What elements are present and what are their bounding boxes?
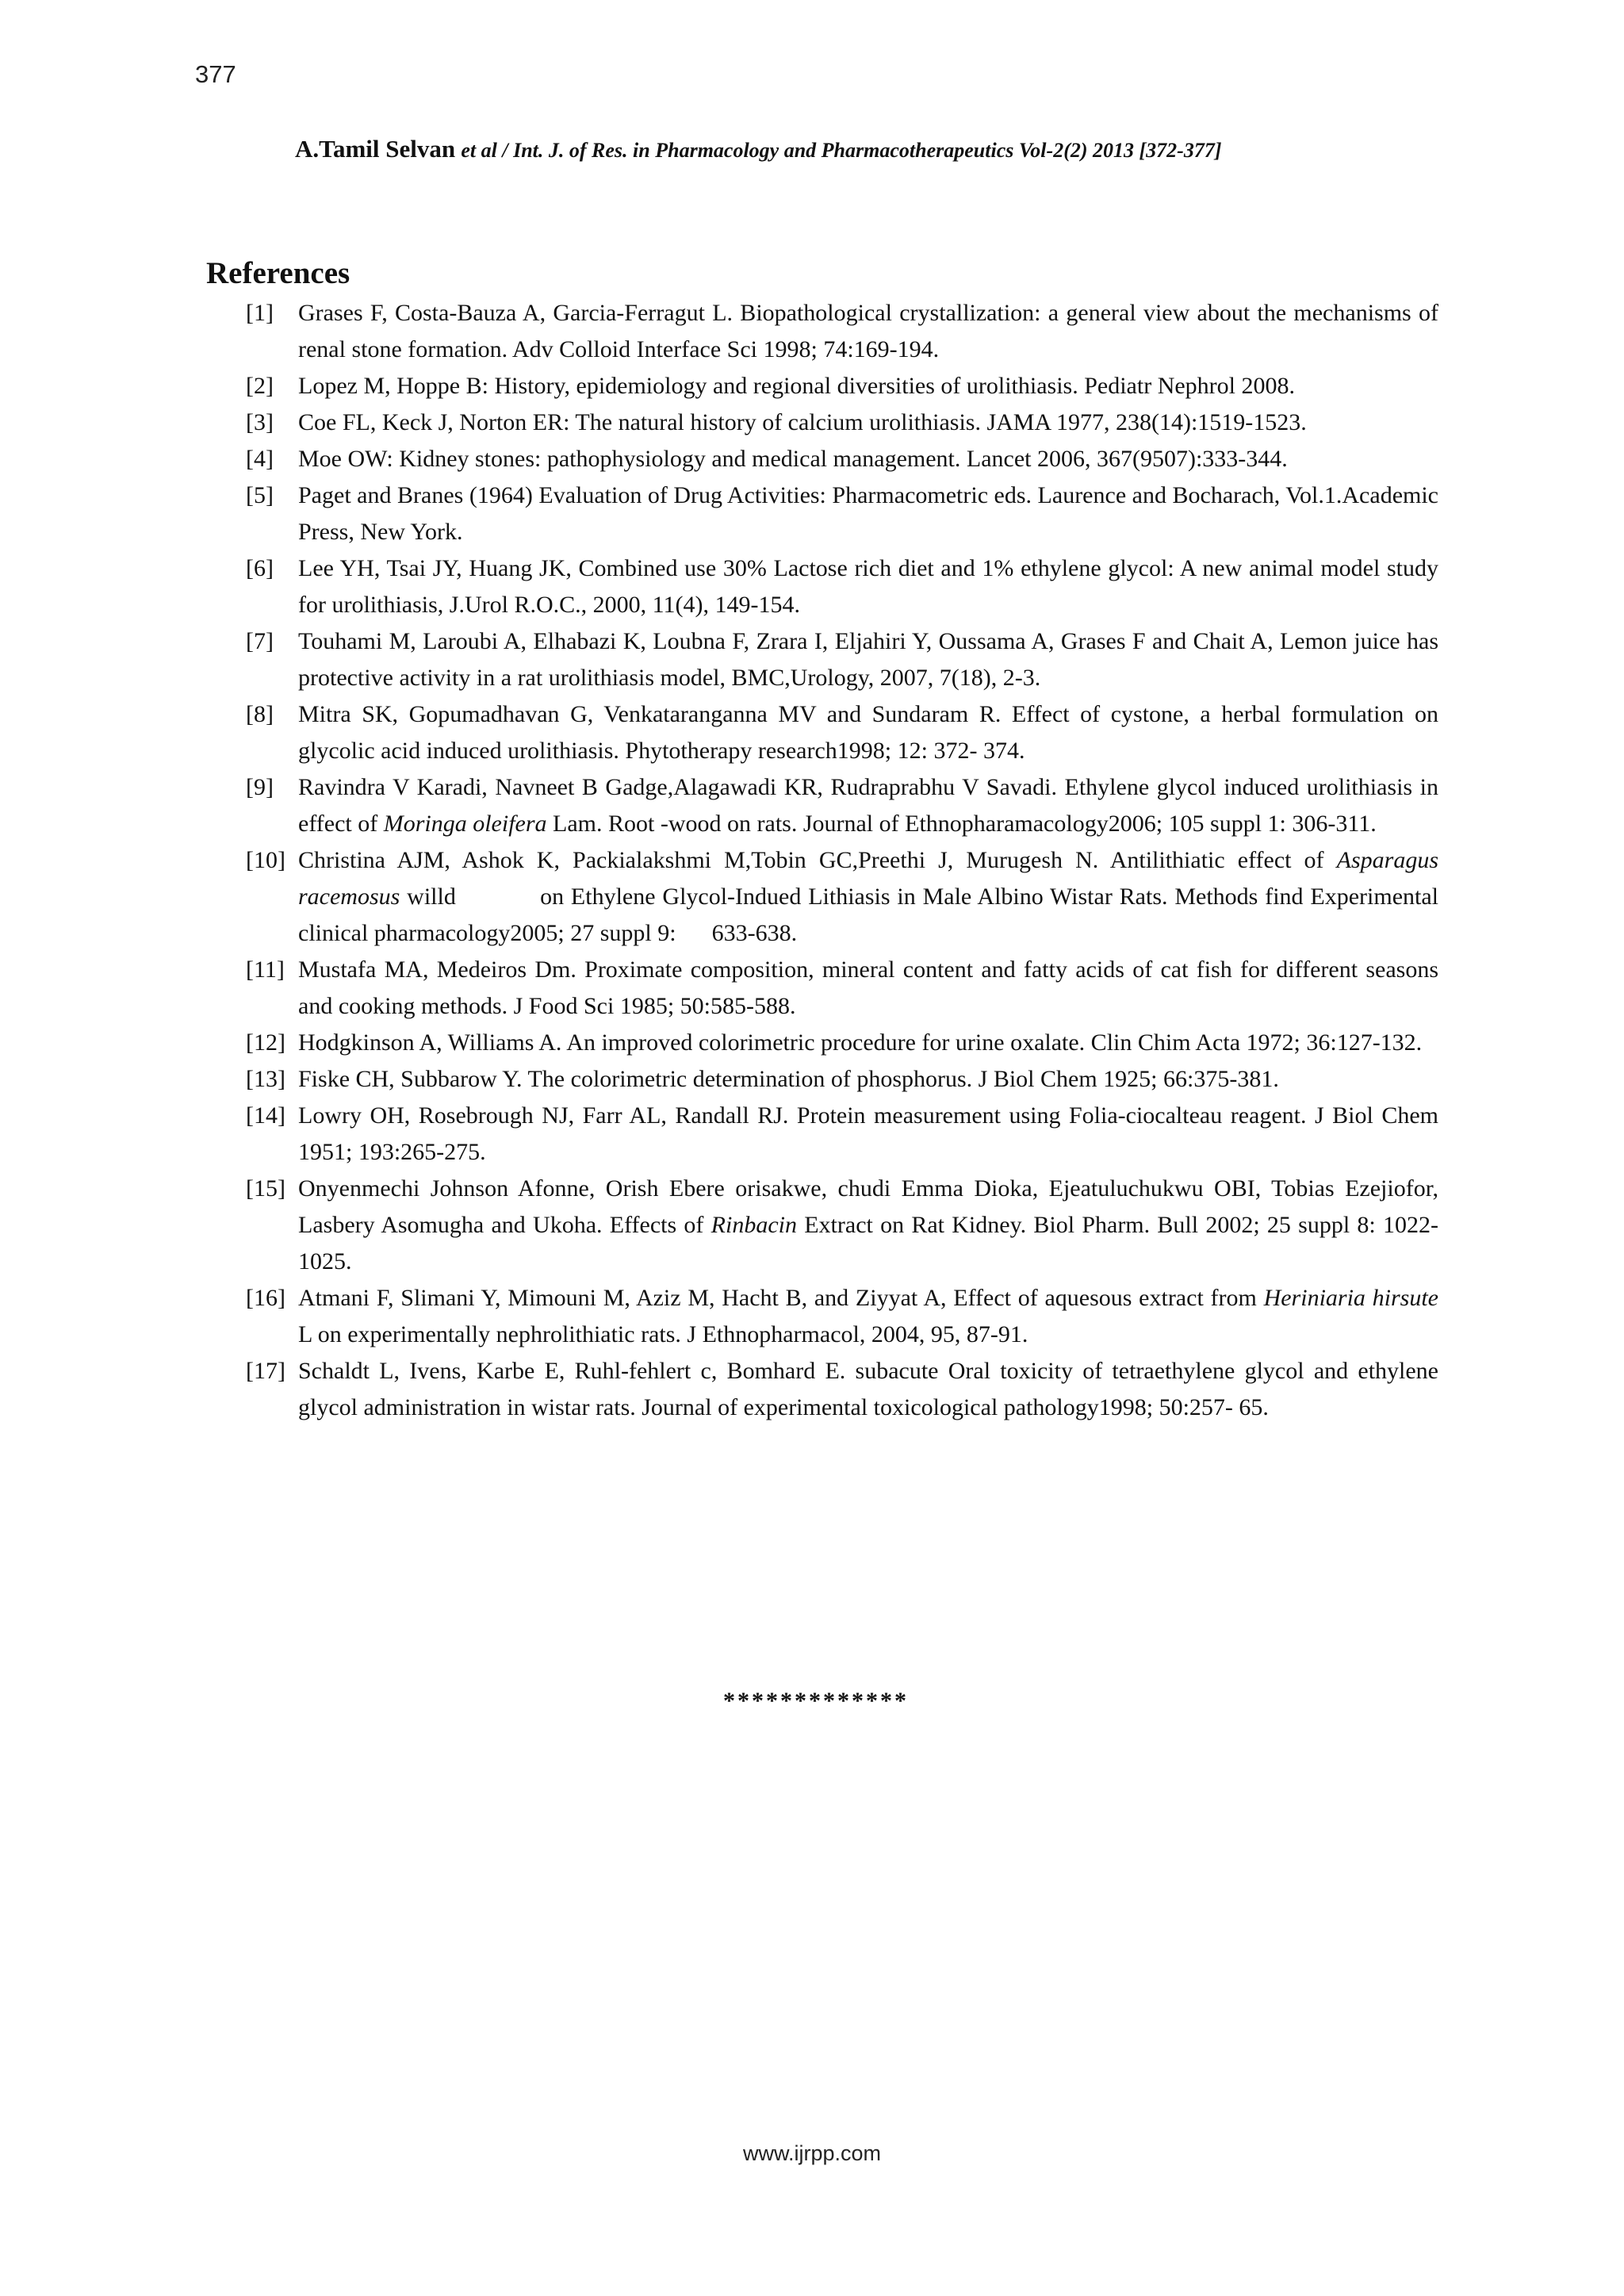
reference-species-name: Moringa oleifera xyxy=(383,811,547,837)
page-number: 377 xyxy=(195,60,236,88)
reference-number: [6] xyxy=(246,555,274,581)
reference-item xyxy=(246,1098,1438,1171)
reference-item xyxy=(246,769,1438,842)
reference-text: Hodgkinson A, Williams A. An improved colorimetric procedure for urine oxalate. Clin Chim Acta 1972; 36:127-132. xyxy=(298,1029,1423,1056)
reference-text: Mitra SK, Gopumadhavan G, Venkataranganna MV and Sundaram R. Effect of cystone, a herbal formulation on glycolic acid induced urolithiasis. Phytotherapy research1998; 12: 372- 374. xyxy=(298,701,1438,764)
reference-item xyxy=(246,842,1445,952)
reference-number: [12] xyxy=(246,1029,285,1056)
running-header xyxy=(295,135,1221,163)
footer-url: www.ijrpp.com xyxy=(742,2141,882,2165)
reference-number: [4] xyxy=(246,446,274,472)
reference-text: Touhami M, Laroubi A, Elhabazi K, Loubna F, Zrara I, Eljahiri Y, Oussama A, Grases F and Chait A, Lemon juice has protective activity in a rat urolithiasis model, BMC,Urology, 2007, 7(18), 2-3. xyxy=(298,628,1438,691)
reference-text-part: willd on Ethylene Glycol-Indued Lithiasis in Male Albino Wistar Rats. Methods find Experimental clinical pharmacology2005; 27 suppl 9: 633-638. xyxy=(298,884,1445,946)
reference-number: [1] xyxy=(246,300,274,326)
reference-number: [7] xyxy=(246,628,274,654)
reference-species-name: Asparagus racemosus xyxy=(298,847,1445,910)
reference-text-part: Ravindra V Karadi, Navneet B Gadge,Alagawadi KR, Rudraprabhu V Savadi. Ethylene glycol induced urolithiasis in effect of xyxy=(298,774,1438,837)
reference-item xyxy=(246,477,1438,550)
reference-item xyxy=(246,1025,1438,1061)
header-journal: et al / Int. J. of Res. in Pharmacology and Pharmacotherapeutics Vol-2(2) 2013 [372-377] xyxy=(461,139,1222,162)
reference-item xyxy=(246,295,1438,368)
reference-number: [13] xyxy=(246,1066,285,1092)
reference-text: Grases F, Costa-Bauza A, Garcia-Ferragut L. Biopathological crystallization: a general view about the mechanisms of renal stone formation. Adv Colloid Interface Sci 1998; 74:169-194. xyxy=(298,300,1438,362)
reference-item xyxy=(246,404,1438,441)
reference-text: Fiske CH, Subbarow Y. The colorimetric determination of phosphorus. J Biol Chem 1925; 66:375-381. xyxy=(298,1066,1279,1092)
reference-text-part: Christina AJM, Ashok K, Packialakshmi M,Tobin GC,Preethi J, Murugesh N. Antilithiatic effect of xyxy=(298,847,1337,873)
reference-text: Mustafa MA, Medeiros Dm. Proximate composition, mineral content and fatty acids of cat fish for different seasons and cooking methods. J Food Sci 1985; 50:585-588. xyxy=(298,956,1438,1019)
reference-text xyxy=(298,1285,1438,1347)
reference-number: [2] xyxy=(246,373,274,399)
reference-text xyxy=(298,774,1438,837)
reference-text-part: Atmani F, Slimani Y, Mimouni M, Aziz M, Hacht B, and Ziyyat A, Effect of aquesous extract from xyxy=(298,1285,1264,1311)
reference-number: [8] xyxy=(246,701,274,727)
reference-list xyxy=(246,295,1445,1426)
reference-text: Coe FL, Keck J, Norton ER: The natural history of calcium urolithiasis. JAMA 1977, 238(14):1519-1523. xyxy=(298,409,1307,435)
reference-text: Schaldt L, Ivens, Karbe E, Ruhl-fehlert c, Bomhard E. subacute Oral toxicity of tetraethylene glycol and ethylene glycol administration in wistar rats. Journal of experimental toxicological pathology1998; 50:257- 65. xyxy=(298,1358,1438,1420)
reference-number: [9] xyxy=(246,774,274,800)
reference-item xyxy=(246,1061,1438,1098)
reference-item xyxy=(246,441,1438,477)
end-separator: ************* xyxy=(723,1688,909,1714)
reference-item xyxy=(246,1171,1438,1280)
reference-item xyxy=(246,368,1438,404)
reference-item xyxy=(246,952,1438,1025)
reference-text: Lee YH, Tsai JY, Huang JK, Combined use 30% Lactose rich diet and 1% ethylene glycol: A new animal model study for urolithiasis, J.Urol R.O.C., 2000, 11(4), 149-154. xyxy=(298,555,1438,618)
reference-item xyxy=(246,550,1438,623)
reference-species-name: Rinbacin xyxy=(710,1212,797,1238)
reference-text-part: Lam. Root -wood on rats. Journal of Ethnopharamacology2006; 105 suppl 1: 306-311. xyxy=(546,811,1377,837)
reference-number: [11] xyxy=(246,956,285,983)
reference-item xyxy=(246,623,1438,696)
reference-text xyxy=(298,1175,1438,1274)
reference-text: Lowry OH, Rosebrough NJ, Farr AL, Randall RJ. Protein measurement using Folia-ciocalteau reagent. J Biol Chem 1951; 193:265-275. xyxy=(298,1102,1438,1165)
reference-item xyxy=(246,1353,1438,1426)
reference-text: Lopez M, Hoppe B: History, epidemiology and regional diversities of urolithiasis. Pediatr Nephrol 2008. xyxy=(298,373,1295,399)
reference-number: [10] xyxy=(246,847,285,873)
reference-text: Paget and Branes (1964) Evaluation of Drug Activities: Pharmacometric eds. Laurence and Bocharach, Vol.1.Academic Press, New York. xyxy=(298,482,1438,545)
header-author: A.Tamil Selvan xyxy=(295,135,456,163)
reference-number: [15] xyxy=(246,1175,285,1202)
references-heading: References xyxy=(206,256,350,290)
reference-text-part: Onyenmechi Johnson Afonne, Orish Ebere orisakwe, chudi Emma Dioka, Ejeatuluchukwu OBI, Tobias Ezejiofor, Lasbery Asomugha and Ukoha. Effects of xyxy=(298,1175,1438,1238)
reference-number: [3] xyxy=(246,409,274,435)
reference-text xyxy=(298,847,1445,946)
reference-item xyxy=(246,1280,1438,1353)
reference-number: [5] xyxy=(246,482,274,508)
reference-text: Moe OW: Kidney stones: pathophysiology and medical management. Lancet 2006, 367(9507):333-344. xyxy=(298,446,1288,472)
reference-number: [14] xyxy=(246,1102,285,1129)
reference-number: [17] xyxy=(246,1358,285,1384)
reference-text-part: Extract on Rat Kidney. Biol Pharm. Bull 2002; 25 suppl 8: 1022-1025. xyxy=(298,1212,1439,1274)
reference-item xyxy=(246,696,1438,769)
reference-text-part: L on experimentally nephrolithiatic rats. J Ethnopharmacol, 2004, 95, 87-91. xyxy=(298,1321,1028,1347)
reference-number: [16] xyxy=(246,1285,285,1311)
reference-species-name: Heriniaria hirsute xyxy=(1263,1285,1438,1311)
